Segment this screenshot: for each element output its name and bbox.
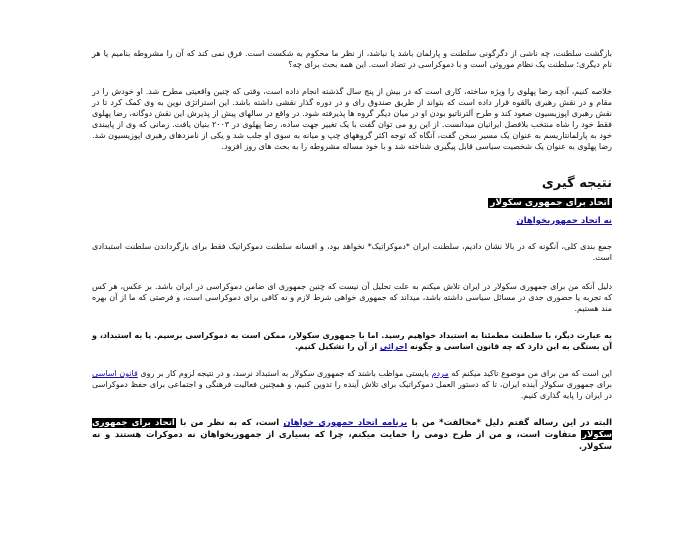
paragraph-5-text-a: به عبارت دیگر، با سلطنت مطمئنا به استبداد خواهیم رسید. اما با جمهوری سکولار، ممکن است به دموکراسی برسیم. یا به استبداد، و آن بستگی به این دارد که چه قانون اساسی و چگونه <box>92 331 612 351</box>
highlighted-title-line <box>92 193 612 210</box>
paragraph-7-text-c: متفاوت است، و من از طرح دومی را حمایت میکنم، چرا که بسیاری از جمهوریخواهان نه دموکرات هستند و نه سکولار. <box>92 430 612 452</box>
paragraph-6-text-b: بایستی مواظب باشند که جمهوری سکولار به استبداد نرسد، و در نتیجه لزوم کار بر روی <box>137 369 432 378</box>
paragraph-5-text-b: از آن را تشکیل کنیم. <box>295 342 380 351</box>
republicans-program-link[interactable]: برنامه اتحاد جمهوری خواهان <box>283 418 408 428</box>
people-link[interactable]: مردم <box>431 369 449 378</box>
section-heading: نتیجه گیری <box>541 176 612 191</box>
paragraph-7-text-b: است، که به نظر من با <box>175 418 284 428</box>
paragraph-4: دلیل آنکه من برای جمهوری سکولار در ایران تلاش میکنم به علت تحلیل آن نیست که چنین جمهوری ای ضامن دموکراسی در ایران باشد. بر عکس، هر کس که تجربه یا حضوری جدی در مسائل سیاسی داشته باشد، میداند که جمهوری خواهی شرط لازم و نه کافی برای دموکراسی است، و فرصتی که ما از آن بهره مند هستیم. <box>92 282 612 313</box>
paragraph-1: بازگشت سلطنت، چه ناشی از دگرگونی سلطنت و پارلمان باشد یا نباشد، از نظر ما محکوم به شکست است. فرق نمی کند که آن را مشروطه بنامیم یا هر نام دیگری؛ سلطنت یک نظام موروثی است و با دموکراسی در تضاد است. این همه بحث برای چه؟ <box>92 49 612 69</box>
subtitle-link-line <box>92 212 612 227</box>
subtitle-link[interactable]: نه اتحاد جمهوریخواهان <box>516 216 612 226</box>
paragraph-7-text-a: البته در این رساله گفتم دلیل *مخالفت* من با <box>407 418 612 428</box>
paragraph-6-text-a: این است که من برای من موضوع تاکید میکنم که <box>448 369 612 378</box>
secular-republic-highlight: اتحاد برای جمهوری سکولار <box>92 418 612 440</box>
paragraph-6-text-c: برای جمهوری سکولار آینده ایران، تا که دستور العمل دموکراتیک برای تلاش آینده را تدوین کنیم، و همچنین فعالیت فرهنگی و اجتماعی برای حفظ دموکراسی در ایران را پایه گذاری کنیم. <box>92 380 612 400</box>
constitution-link[interactable]: قانون اساسی <box>92 369 138 378</box>
paragraph-3: جمع بندی کلی، آنگونه که در بالا نشان دادیم، سلطنت ایران *دموکراتیک* نخواهد بود، و افسانه سلطنت دموکراتیک فقط برای بازگرداندن سلطنت استبدادی است. <box>92 242 612 262</box>
paragraph-7 <box>92 417 612 453</box>
highlighted-title: اتحاد برای جمهوری سکولار <box>490 198 610 208</box>
paragraph-2: خلاصه کنیم، آنچه رضا پهلوی را ویژه ساخته، کاری است که در بیش از پنج سال گذشته انجام داده است، وقتی که چنین واقعیتی مطرح شد. او خودش را در مقام و در نقش رهبری بالقوه قرار داده است که بتواند از طریق صندوق رای و در دوره گذار نقشی داشته باشد. این استراتژی نوین به وی کمک کرد تا در نقش رهبری اپوزیسیون صعود کند و طرح آلترناتیو بودن او در میان دیگر گروه ها پذیرفته شود. در واقع در سالهای پیش از پذیرش این نقش دوگانه، رضا پهلوی فقط خود را شاه منتخب بلافصل ایرانیان میدانست. از این رو می توان گفت با یک تغییر جهت ساده، رضا پهلوی در ۲۰۰۳ بنیان یافت. زمانی که وی از پایبندی خود به پارلمانتاریسم به عنوان یک مسیر سخن گفت، آنگاه که توجه اکثر گروههای چپ و میانه به سوی او جلب شد و یکی از نامزدهای رهبری اپوزیسیون شد. رضا پهلوی به عنوان یک شخصیت سیاسی قابل پیگیری شناخته شد و با خود مساله مشروطه را به بحث های روز افزود. <box>92 87 612 151</box>
document-page <box>92 48 612 453</box>
paragraph-6 <box>92 368 612 401</box>
executive-link[interactable]: اجرائی <box>379 342 408 351</box>
paragraph-5 <box>92 330 612 352</box>
